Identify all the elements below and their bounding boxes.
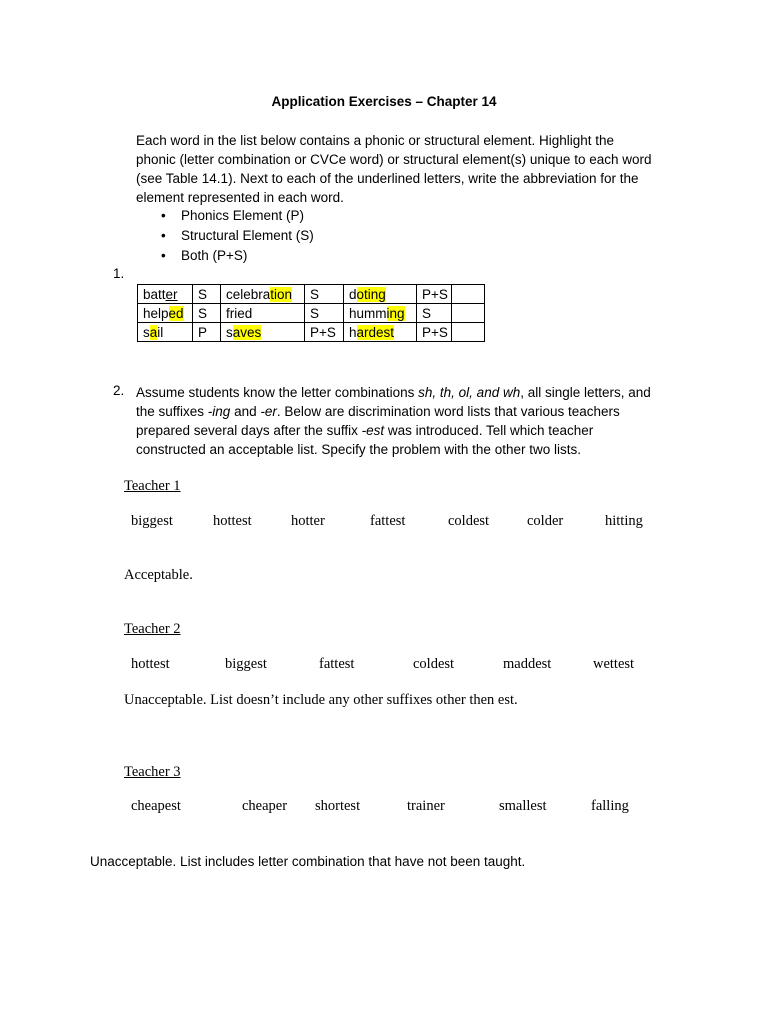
teacher-3-heading: Teacher 3: [124, 764, 181, 780]
list-item: hotter: [291, 513, 325, 529]
list-item: shortest: [315, 798, 361, 814]
intro-line: (see Table 14.1). Next to each of the underlined letters, write the abbreviation for the: [136, 171, 639, 186]
list-item: hitting: [605, 513, 643, 529]
list-item: coldest: [448, 513, 490, 529]
abbr-cell: S: [193, 304, 221, 323]
element-types-list: [181, 206, 314, 266]
word-cell: celebration: [221, 285, 305, 304]
teacher-2-word-list: [0, 656, 768, 676]
table-row: [138, 323, 485, 342]
abbr-cell: P+S: [417, 323, 452, 342]
bullet-structural: • Structural Element (S): [181, 226, 314, 246]
teacher-3-answer: Unacceptable. List includes letter combination that have not been taught.: [90, 854, 526, 869]
list-item: wettest: [593, 656, 635, 672]
abbr-cell: S: [305, 304, 344, 323]
highlight: ar: [356, 324, 369, 340]
highlight: oting: [356, 286, 386, 302]
question-2-text: [136, 383, 696, 459]
abbr-cell: P: [193, 323, 221, 342]
word-cell: sail: [138, 323, 193, 342]
intro-paragraph: [136, 131, 696, 207]
abbr-cell: P+S: [417, 285, 452, 304]
word-cell: fried: [221, 304, 305, 323]
question-2-number: 2.: [113, 383, 125, 398]
word-table: [137, 284, 485, 342]
q2-line: prepared several days after the suffix -est was introduced. Tell which teacher: [136, 423, 594, 438]
page-title: Application Exercises – Chapter 14: [271, 94, 497, 109]
list-item: maddest: [503, 656, 552, 672]
highlight: aves: [232, 324, 262, 340]
q2-line: constructed an acceptable list. Specify the problem with the other two lists.: [136, 442, 581, 457]
list-item: fattest: [319, 656, 355, 672]
list-item: coldest: [413, 656, 455, 672]
intro-line: phonic (letter combination or CVCe word) or structural element(s) unique to each word: [136, 152, 652, 167]
list-item: smallest: [499, 798, 547, 814]
list-item: biggest: [131, 513, 173, 529]
bullet-phonics: • Phonics Element (P): [181, 206, 314, 226]
empty-cell: [452, 304, 485, 323]
highlight: tion: [270, 286, 293, 302]
intro-line: element represented in each word.: [136, 190, 344, 205]
teacher-1-word-list: [0, 513, 768, 533]
list-item: fattest: [370, 513, 406, 529]
highlight: dest: [368, 324, 395, 340]
q2-line: the suffixes -ing and -er. Below are discrimination word lists that various teachers: [136, 404, 620, 419]
table-row: [138, 304, 485, 323]
list-item: cheaper: [242, 798, 288, 814]
list-item: colder: [527, 513, 564, 529]
table-row: [138, 285, 485, 304]
intro-line: Each word in the list below contains a phonic or structural element. Highlight the: [136, 133, 615, 148]
highlight: ed: [168, 305, 184, 321]
abbr-cell: S: [193, 285, 221, 304]
teacher-3-word-list: [0, 798, 768, 818]
abbr-cell: S: [305, 285, 344, 304]
word-cell: saves: [221, 323, 305, 342]
teacher-2-heading: Teacher 2: [124, 621, 181, 637]
list-item: falling: [591, 798, 629, 814]
empty-cell: [452, 285, 485, 304]
word-cell: batter: [138, 285, 193, 304]
word-cell: humming: [344, 304, 417, 323]
highlight: ing: [386, 305, 405, 321]
word-cell: helped: [138, 304, 193, 323]
highlight: a: [149, 324, 158, 340]
question-1-number: 1.: [113, 266, 125, 281]
word-cell: hardest: [344, 323, 417, 342]
teacher-1-answer: Acceptable.: [124, 567, 193, 583]
bullet-both: • Both (P+S): [181, 246, 314, 266]
list-item: hottest: [131, 656, 170, 672]
q2-line: Assume students know the letter combinations sh, th, ol, and wh, all single letters, and: [136, 385, 651, 400]
list-item: trainer: [407, 798, 445, 814]
teacher-1-heading: Teacher 1: [124, 478, 181, 494]
list-item: hottest: [213, 513, 252, 529]
empty-cell: [452, 323, 485, 342]
teacher-2-answer: Unacceptable. List doesn’t include any other suffixes other then est.: [124, 692, 518, 708]
abbr-cell: S: [417, 304, 452, 323]
list-item: biggest: [225, 656, 267, 672]
word-cell: doting: [344, 285, 417, 304]
abbr-cell: P+S: [305, 323, 344, 342]
list-item: cheapest: [131, 798, 181, 814]
